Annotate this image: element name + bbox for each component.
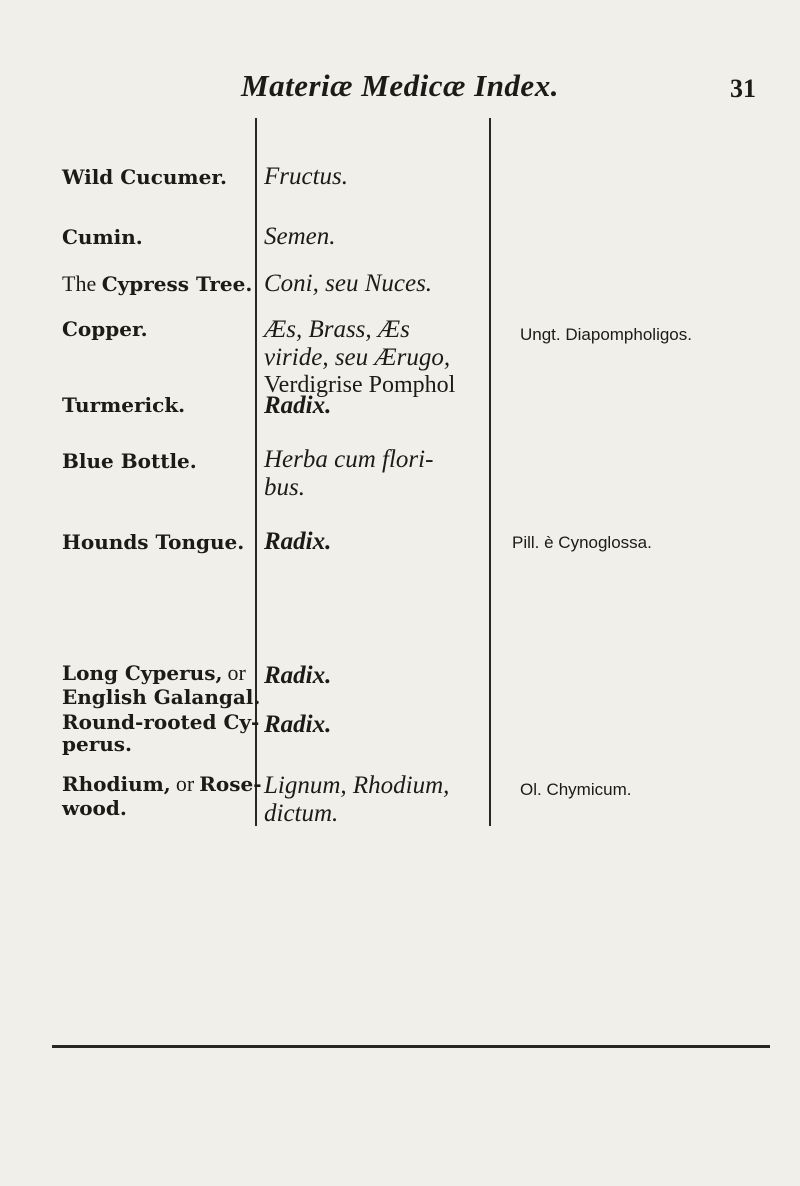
english-term: English Galangal. [62,684,261,709]
latin-part-lignum [264,772,449,828]
english-term: Long Cyperus, [62,661,223,685]
english-name-cypress [62,272,252,297]
latin-part-aes [264,316,486,399]
english-name-copper: Copper. [62,317,148,341]
latin-part-fructus: Fructus. [264,163,349,190]
latin-part-radix: Radix. [264,662,332,689]
english-prefix: The [62,271,102,296]
english-term: Rose- [199,772,262,796]
latin-line: dictum. [264,800,339,827]
latin-part-radix: Radix. [264,528,332,555]
latin-part-herba [264,446,433,502]
english-or: or [175,771,195,796]
latin-line: viride, seu Ærugo, [264,344,451,371]
latin-part-semen: Semen. [264,223,336,250]
latin-part-radix: Radix. [264,711,332,738]
latin-line: Æs, Brass, Æs [264,316,410,343]
english-name-rhodium [62,772,262,819]
preparation-pill-cynoglossa: Pill. è Cynoglossa. [512,533,652,552]
english-name-turmerick: Turmerick. [62,393,186,417]
english-term: perus. [62,732,133,757]
english-term: Cypress Tree. [101,272,253,296]
latin-line: bus. [264,474,305,501]
latin-part-coni: Coni, seu Nuces. [264,270,433,297]
latin-part-radix: Radix. [264,392,332,419]
preparation-ol-chymicum: Ol. Chymicum. [520,780,632,799]
bottom-rule [52,1045,770,1048]
latin-line: Lignum, Rhodium, [264,772,450,799]
english-name-round-rooted-cyperus [62,711,259,756]
english-term: Round-rooted Cy- [62,710,260,734]
page-number: 31 [730,74,756,103]
latin-line: Verdigrise Pomphol [264,372,456,398]
english-name-long-cyperus [62,661,260,708]
page-header-title: Materiæ Medicæ Index. [241,68,559,103]
english-name-blue-bottle: Blue Bottle. [62,449,197,473]
english-name-cumin: Cumin. [62,225,143,249]
preparation-ungt-diapompholigos: Ungt. Diapompholigos. [520,325,692,344]
english-or: or [227,660,246,685]
english-term: Rhodium, [62,772,171,796]
latin-line: Herba cum flori- [264,446,434,473]
english-term: wood. [62,795,127,820]
column-divider-right [489,118,491,826]
english-name-wild-cucumer: Wild Cucumer. [62,165,227,189]
english-name-hounds-tongue: Hounds Tongue. [62,530,245,554]
